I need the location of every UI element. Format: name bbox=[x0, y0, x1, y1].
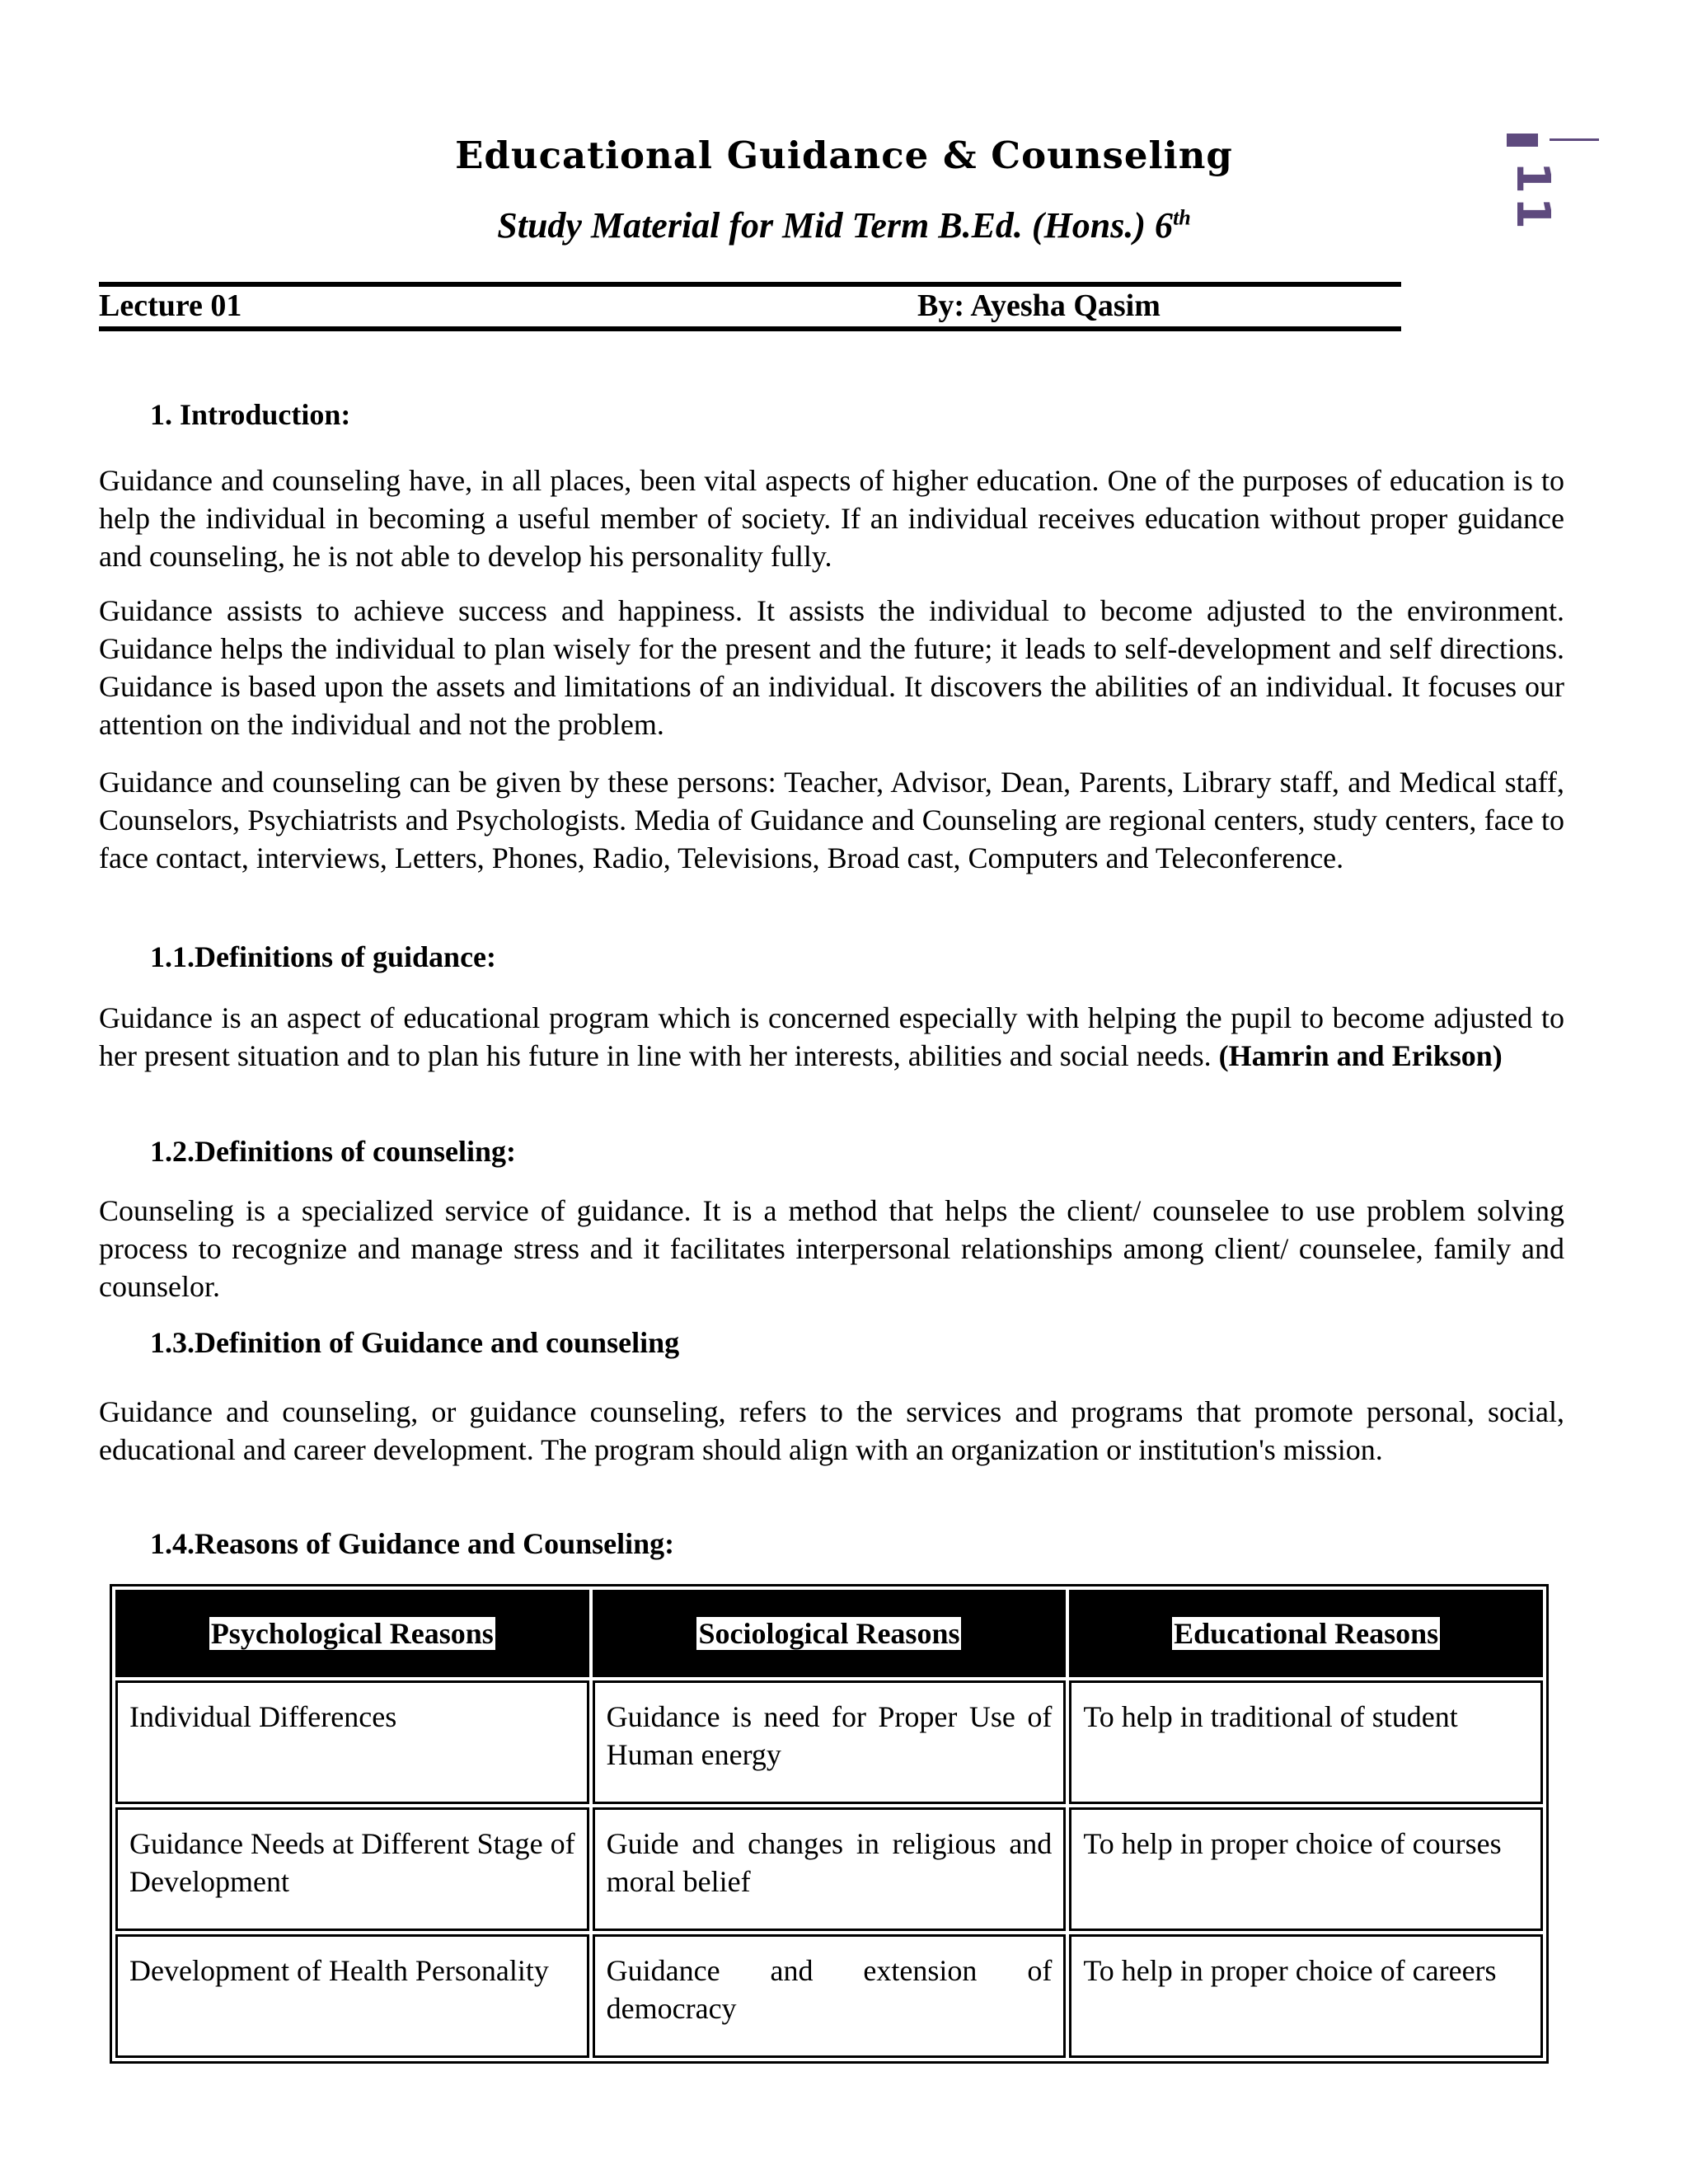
reasons-heading: 1.4.Reasons of Guidance and Counseling: bbox=[150, 1527, 675, 1560]
header-rule-top bbox=[99, 282, 1401, 287]
header-psychological: Psychological Reasons bbox=[210, 1617, 494, 1650]
table-cell: Individual Differences bbox=[115, 1680, 589, 1804]
definitions-guidance-text: Guidance is an aspect of educational program which is concerned especially with helping the pupil to become adjusted to her present situation and to plan his future in line with her interests, abilities and social needs. bbox=[99, 1001, 1564, 1072]
page-number: 11 bbox=[1506, 162, 1559, 232]
header-rule-bottom bbox=[99, 326, 1401, 331]
table-cell: To help in traditional of student bbox=[1069, 1680, 1543, 1804]
author-label: By: Ayesha Qasim bbox=[917, 288, 1160, 323]
document-subtitle bbox=[0, 204, 1688, 246]
table-row bbox=[115, 1934, 1543, 2058]
table-row bbox=[115, 1680, 1543, 1804]
table-row bbox=[115, 1807, 1543, 1931]
definitions-counseling-heading: 1.2.Definitions of counseling: bbox=[150, 1135, 517, 1168]
table-header-cell bbox=[1069, 1590, 1543, 1677]
definitions-guidance-paragraph bbox=[99, 999, 1564, 1075]
subtitle-superscript: th bbox=[1173, 205, 1191, 230]
definitions-guidance-heading: 1.1.Definitions of guidance: bbox=[150, 940, 497, 973]
definition-gc-heading: 1.3.Definition of Guidance and counseling bbox=[150, 1326, 680, 1359]
intro-paragraph-2: Guidance assists to achieve success and happiness. It assists the individual to become adjusted to the environment. Guidance helps the individual to plan wisely for the present and the future; it leads to self-development and self directions. Guidance is based upon the assets and limitations of an individual. It discovers the abilities of an individual. It focuses our attention on the individual and not the problem. bbox=[99, 594, 1564, 741]
intro-paragraph-3: Guidance and counseling can be given by these persons: Teacher, Advisor, Dean, Parents, Library staff, and Medical staff, Counselors, Psychiatrists and Psychologists. Media of Guidance and Counseling are regional centers, study centers, face to face contact, interviews, Letters, Phones, Radio, Televisions, Broad cast, Computers and Teleconference. bbox=[99, 766, 1564, 874]
table-cell: To help in proper choice of careers bbox=[1069, 1934, 1543, 2058]
table-cell: Guidance and extension of democracy bbox=[593, 1934, 1067, 2058]
table-cell: Guidance is need for Proper Use of Human energy bbox=[593, 1680, 1067, 1804]
definition-gc-paragraph: Guidance and counseling, or guidance counseling, refers to the services and programs that promote personal, social, educational and career development. The program should align with an organization or institution's mission. bbox=[99, 1395, 1564, 1466]
table-header-cell bbox=[115, 1590, 589, 1677]
header-educational: Educational Reasons bbox=[1174, 1617, 1439, 1650]
subtitle-text: Study Material for Mid Term B.Ed. (Hons.) 6 bbox=[497, 205, 1174, 246]
definitions-counseling-paragraph: Counseling is a specialized service of guidance. It is a method that helps the client/ counselee to use problem solving process to recognize and manage stress and it facilitates interpersonal relationships among client/ counselee, family and counselor. bbox=[99, 1194, 1564, 1303]
header-sociological: Sociological Reasons bbox=[698, 1617, 960, 1650]
table-cell: Guidance Needs at Different Stage of Development bbox=[115, 1807, 589, 1931]
table-cell: To help in proper choice of courses bbox=[1069, 1807, 1543, 1931]
intro-paragraph-1: Guidance and counseling have, in all places, been vital aspects of higher education. One of the purposes of education is to help the individual in becoming a useful member of society. If an individual receives education without proper guidance and counseling, he is not able to develop his personality fully. bbox=[99, 464, 1564, 573]
introduction-heading: 1. Introduction: bbox=[150, 398, 351, 431]
table-cell: Development of Health Personality bbox=[115, 1934, 589, 2058]
table-cell: Guide and changes in religious and moral belief bbox=[593, 1807, 1067, 1931]
table-header-row bbox=[115, 1590, 1543, 1677]
lecture-label: Lecture 01 bbox=[99, 288, 242, 323]
document-title: Educational Guidance & Counseling bbox=[455, 134, 1233, 177]
citation: (Hamrin and Erikson) bbox=[1218, 1039, 1503, 1072]
reasons-table bbox=[110, 1584, 1549, 2064]
table-header-cell bbox=[593, 1590, 1067, 1677]
